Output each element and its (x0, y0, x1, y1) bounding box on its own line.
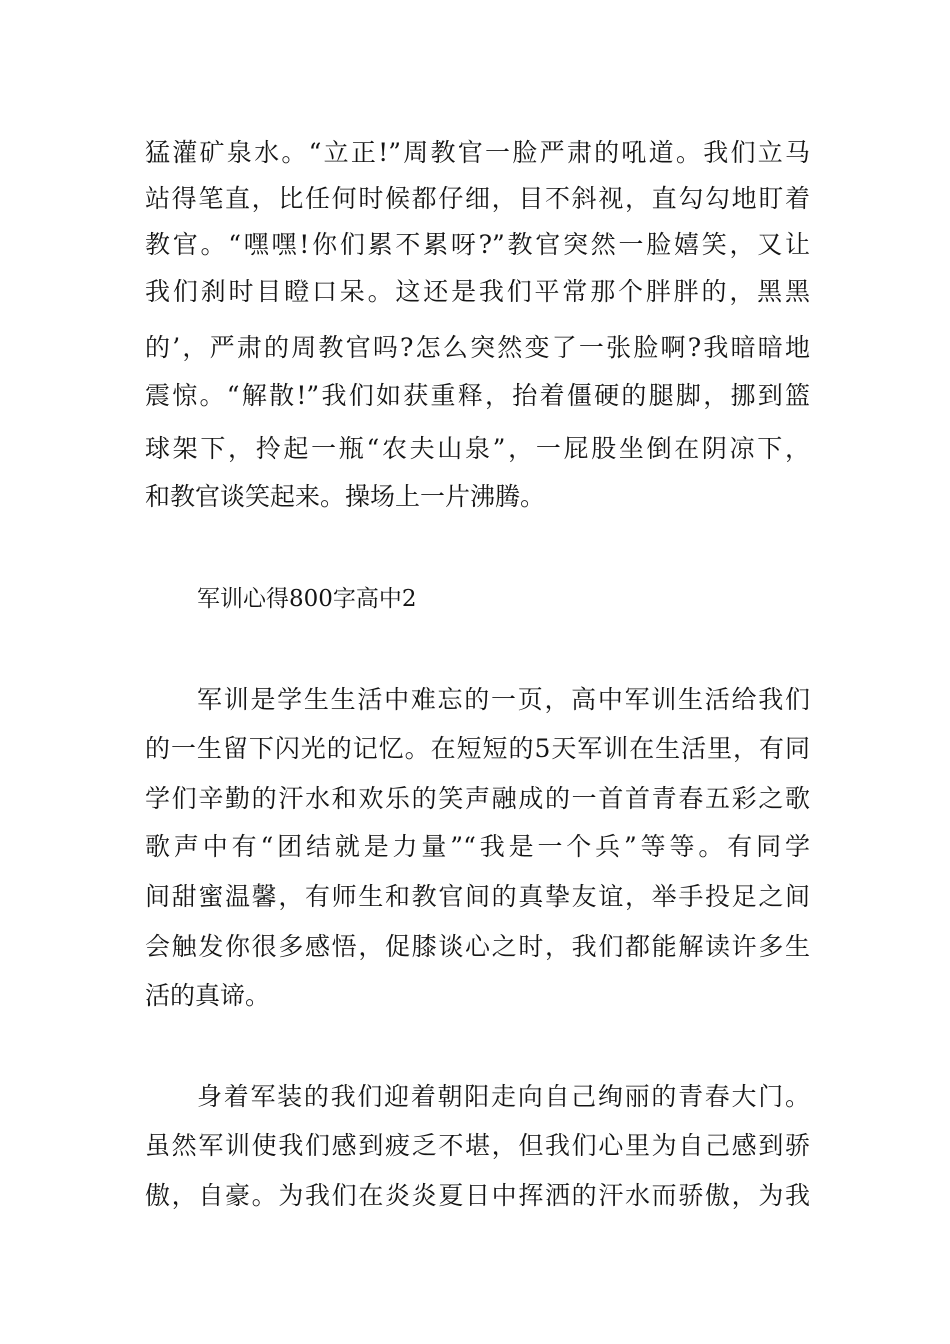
paragraph-1-line-1: 猛灌矿泉水。“立正!”周教官一脸严肃的吼道。我们立马 (145, 138, 810, 167)
section-heading: 军训心得800字高中2 (197, 586, 417, 612)
paragraph-3-line-3: 傲，自豪。为我们在炎炎夏日中挥洒的汗水而骄傲，为我 (145, 1181, 810, 1210)
paragraph-2-line-7: 活的真谛。 (145, 981, 271, 1010)
paragraph-1-line-3: 教官。“嘿嘿!你们累不累呀?”教官突然一脸嬉笑，又让 (145, 230, 810, 259)
paragraph-2-line-5: 间甜蜜温馨，有师生和教官间的真挚友谊，举手投足之间 (145, 882, 810, 911)
paragraph-3-line-2: 虽然军训使我们感到疲乏不堪，但我们心里为自己感到骄 (145, 1131, 810, 1160)
paragraph-1-line-4: 我们刹时目瞪口呆。这还是我们平常那个胖胖的，黑黑 (145, 277, 810, 306)
paragraph-2-line-3: 学们辛勤的汗水和欢乐的笑声融成的一首首青春五彩之歌 (145, 784, 810, 813)
paragraph-2-line-4: 歌声中有“团结就是力量”“我是一个兵”等等。有同学 (145, 832, 810, 861)
paragraph-1-line-2: 站得笔直，比任何时候都仔细，目不斜视，直勾勾地盯着 (145, 184, 810, 213)
paragraph-1-line-7: 球架下，拎起一瓶“农夫山泉”，一屁股坐倒在阴凉下， (145, 434, 810, 463)
paragraph-2-line-6: 会触发你很多感悟，促膝谈心之时，我们都能解读许多生 (145, 932, 810, 961)
paragraph-1-line-5: 的’，严肃的周教官吗?怎么突然变了一张脸啊?我暗暗地 (145, 333, 810, 362)
paragraph-2-line-2: 的一生留下闪光的记忆。在短短的5天军训在生活里，有同 (145, 734, 810, 763)
paragraph-3-line-1: 身着军装的我们迎着朝阳走向自己绚丽的青春大门。 (197, 1082, 810, 1111)
paragraph-1-line-6: 震惊。“解散!”我们如获重释，抬着僵硬的腿脚，挪到篮 (145, 381, 810, 410)
paragraph-2-line-1: 军训是学生生活中难忘的一页，高中军训生活给我们 (197, 685, 810, 714)
paragraph-1-line-8: 和教官谈笑起来。操场上一片沸腾。 (145, 482, 546, 511)
